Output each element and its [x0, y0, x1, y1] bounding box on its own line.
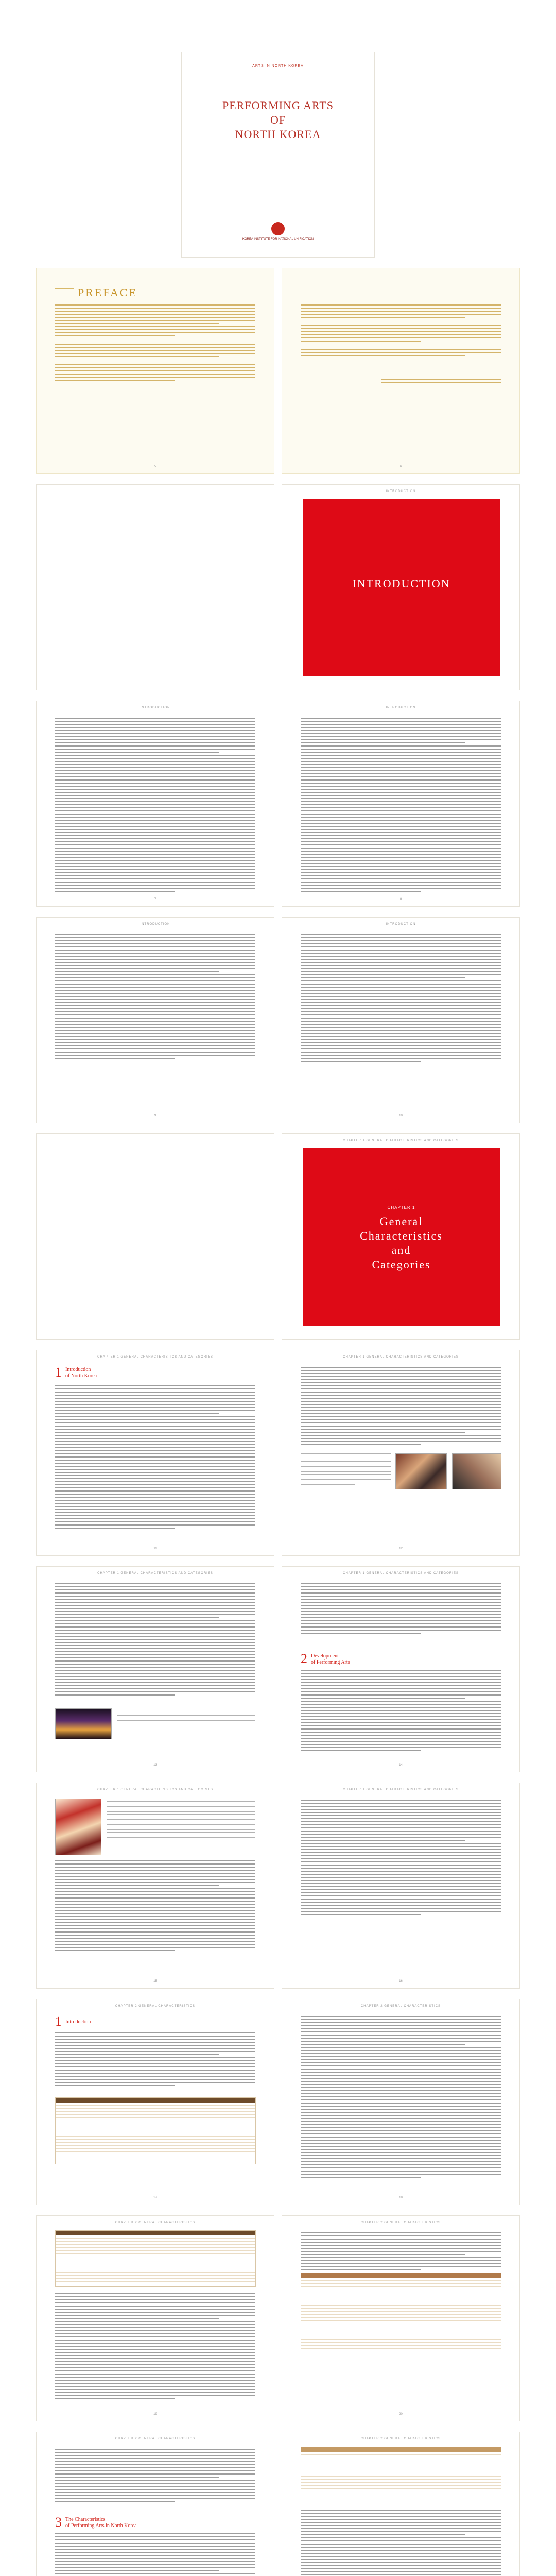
spread-chapter1-section3 [36, 1783, 520, 1989]
photo-caption [301, 1453, 391, 1487]
preface-rule [55, 288, 74, 289]
page-number: 12 [399, 1547, 403, 1550]
running-head: INTRODUCTION [140, 706, 170, 709]
running-head: CHAPTER 2 GENERAL CHARACTERISTICS [360, 2437, 441, 2441]
page-number: 9 [154, 1114, 157, 1117]
preface-text-block [55, 304, 255, 383]
spread-chapter1-section1 [36, 1350, 520, 1556]
running-head: CHAPTER 2 GENERAL CHARACTERISTICS [360, 2005, 441, 2008]
body-text [301, 2510, 501, 2576]
introduction-title: INTRODUCTION [352, 577, 450, 590]
page-number: 8 [399, 898, 402, 901]
spread-chapter1-section2 [36, 1566, 520, 1772]
section-title: Introduction of North Korea [65, 1367, 97, 1379]
page-number: 16 [399, 1980, 403, 1983]
page-number: 11 [153, 1547, 157, 1550]
body-text [301, 1583, 501, 1636]
running-head: CHAPTER 1 GENERAL CHARACTERISTICS AND CATEGORIES [343, 1788, 459, 1791]
running-head: INTRODUCTION [386, 490, 416, 493]
body-text [301, 1367, 501, 1447]
page-number: 15 [153, 1980, 157, 1983]
body-text [55, 2293, 255, 2401]
body-text [55, 1860, 255, 1953]
data-table [301, 2447, 501, 2503]
page-number: 20 [399, 2413, 403, 2416]
page-section-left [36, 2432, 274, 2576]
spread-chapter2-tables [36, 2215, 520, 2421]
page-number: 18 [399, 2196, 403, 2199]
body-text [55, 2032, 255, 2088]
section-number: 1 [55, 1365, 62, 1380]
running-head: INTRODUCTION [386, 706, 416, 709]
body-text-2 [55, 2533, 255, 2576]
page-number: 10 [399, 1114, 403, 1117]
chapter1-title: General Characteristics and Categories [360, 1215, 443, 1271]
spread-introduction-text [36, 701, 520, 907]
page-number: 19 [153, 2413, 157, 2416]
section-number: 2 [301, 1651, 307, 1666]
page-section-left [36, 1783, 274, 1989]
running-head: CHAPTER 1 GENERAL CHARACTERISTICS AND CATEGORIES [343, 1572, 459, 1575]
running-head: CHAPTER 1 GENERAL CHARACTERISTICS AND CATEGORIES [343, 1355, 459, 1359]
page-section-right [282, 2215, 520, 2421]
page-section-left [36, 1350, 274, 1556]
page-text-right [282, 917, 520, 1123]
preface-text-block-2 [301, 304, 501, 385]
body-text [301, 934, 501, 1064]
photo-performance [395, 1453, 447, 1489]
page-number: 5 [154, 465, 157, 468]
chapter1-title-block [303, 1148, 500, 1326]
section-title: The Characteristics of Performing Arts in North Korea [65, 2517, 137, 2529]
running-head: CHAPTER 1 GENERAL CHARACTERISTICS AND CATEGORIES [97, 1355, 213, 1359]
body-text [55, 2449, 255, 2504]
page-section-left [36, 1566, 274, 1772]
introduction-title-block [303, 499, 500, 676]
running-head: CHAPTER 2 GENERAL CHARACTERISTICS [115, 2005, 196, 2008]
running-head: CHAPTER 1 GENERAL CHARACTERISTICS AND CATEGORIES [97, 1788, 213, 1791]
data-table [55, 2097, 256, 2164]
page-section-right [282, 2432, 520, 2576]
page-introduction-opener [282, 484, 520, 690]
page-section-right [282, 1350, 520, 1556]
page-section-right [282, 1566, 520, 1772]
running-head: CHAPTER 1 GENERAL CHARACTERISTICS AND CATEGORIES [343, 1139, 459, 1142]
series-label: ARTS IN NORTH KOREA [252, 64, 304, 68]
page-section-right [282, 1783, 520, 1989]
spread-chapter2-intro [36, 1999, 520, 2205]
running-head: CHAPTER 2 GENERAL CHARACTERISTICS [115, 2437, 196, 2441]
page-preface-left [36, 268, 274, 474]
photo-dancers [55, 1799, 101, 1855]
page-text-left [36, 917, 274, 1123]
page-number: 7 [154, 898, 157, 901]
photo-caption [117, 1710, 255, 1725]
book-title: PERFORMING ARTS OF NORTH KOREA [222, 99, 334, 141]
data-table [55, 2230, 256, 2287]
body-text [301, 2232, 501, 2273]
photo-performance-2 [452, 1453, 501, 1489]
chapter1-kicker: CHAPTER 1 [387, 1205, 415, 1210]
section-number: 3 [55, 2515, 62, 2530]
spread-introduction-text-2 [36, 917, 520, 1123]
diagram-table [301, 2273, 501, 2360]
section-title: Development of Performing Arts [311, 1653, 350, 1665]
running-head: CHAPTER 2 GENERAL CHARACTERISTICS [115, 2221, 196, 2224]
page-number: 14 [399, 1764, 403, 1767]
running-head: CHAPTER 1 GENERAL CHARACTERISTICS AND CATEGORIES [97, 1572, 213, 1575]
page-number: 6 [399, 465, 402, 468]
page-section-left [36, 2215, 274, 2421]
running-head: INTRODUCTION [140, 923, 170, 926]
running-head: CHAPTER 2 GENERAL CHARACTERISTICS [360, 2221, 441, 2224]
page-number: 13 [153, 1764, 157, 1767]
spread-chapter1-opener [36, 1133, 520, 1340]
body-text [55, 1385, 255, 1531]
body-text [55, 934, 255, 1061]
page-text-left [36, 701, 274, 907]
book-cover [181, 52, 375, 258]
spread-preface [36, 268, 520, 474]
spread-chapter2-section3 [36, 2432, 520, 2576]
page-text-right [282, 701, 520, 907]
page-number: 17 [153, 2196, 157, 2199]
spread-introduction-opener [36, 484, 520, 690]
photo-caption [107, 1799, 255, 1842]
page-chapter1-opener [282, 1133, 520, 1340]
photo-stage [55, 1708, 112, 1739]
body-text [301, 1800, 501, 1917]
page-blank [36, 1133, 274, 1340]
publisher-logo-icon [271, 222, 285, 235]
publisher-name: KOREA INSTITUTE FOR NATIONAL UNIFICATION [242, 238, 314, 241]
page-preface-right [282, 268, 520, 474]
body-text [301, 2016, 501, 2180]
section-number: 1 [55, 2014, 62, 2029]
running-head: INTRODUCTION [386, 923, 416, 926]
body-text [301, 718, 501, 894]
page-section-right [282, 1999, 520, 2205]
page-section-left [36, 1999, 274, 2205]
body-text [55, 1583, 255, 1698]
page-blank [36, 484, 274, 690]
preface-title: PREFACE [78, 286, 137, 299]
body-text [55, 718, 255, 894]
body-text-2 [301, 1670, 501, 1753]
section-title: Introduction [65, 2019, 91, 2025]
